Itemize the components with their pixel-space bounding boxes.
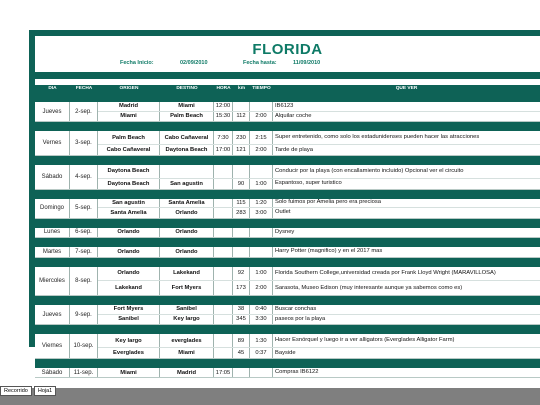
- cell-tiempo[interactable]: 3:30: [250, 315, 273, 325]
- cell-origin[interactable]: Santa Amelia: [98, 208, 160, 218]
- day-group: [35, 247, 540, 258]
- cell-origin[interactable]: Fort Myers: [98, 305, 160, 314]
- table-row: [98, 368, 540, 378]
- status-bar: [0, 388, 540, 405]
- table-row: [98, 102, 540, 112]
- cell-destination[interactable]: Madrid: [160, 368, 214, 378]
- cell-origin[interactable]: Key largo: [98, 334, 160, 347]
- cell-km[interactable]: [233, 165, 250, 178]
- table-row: [98, 145, 540, 155]
- table-row: [98, 112, 540, 122]
- cell-hora[interactable]: 15:30: [214, 112, 233, 122]
- header-origen: ORIGEN: [119, 86, 139, 91]
- day-group: [35, 199, 540, 219]
- start-date-value[interactable]: 02/09/2010: [180, 60, 208, 66]
- cell-tiempo[interactable]: [250, 247, 273, 257]
- cell-que-ver[interactable]: Florida Southern College,universidad creada por Frank Lloyd Wright (MARAVILLOSA): [275, 269, 496, 276]
- cell-day[interactable]: Viernes: [35, 334, 70, 358]
- cell-que-ver[interactable]: Conducir por la playa (con encallamiento incluido) Opcional ver el circuito: [275, 168, 464, 175]
- cell-km[interactable]: 38: [233, 305, 250, 314]
- day-group: [35, 165, 540, 190]
- cell-km[interactable]: [233, 102, 250, 111]
- table-row: [98, 247, 540, 257]
- cell-day[interactable]: Sábado: [35, 368, 70, 378]
- cell-hora[interactable]: [214, 348, 233, 358]
- cell-destination[interactable]: everglades: [160, 334, 214, 347]
- cell-hora[interactable]: 17:05: [214, 368, 233, 378]
- cell-km[interactable]: [233, 228, 250, 238]
- cell-origin[interactable]: Daytona Beach: [98, 179, 160, 189]
- cell-tiempo[interactable]: [250, 102, 273, 111]
- cell-destination[interactable]: Cabo Cañaveral: [160, 131, 214, 144]
- cell-tiempo[interactable]: 2:00: [250, 145, 273, 155]
- itinerary-rows: [35, 93, 540, 378]
- cell-hora[interactable]: [214, 199, 233, 208]
- end-date-label: Fecha hasta:: [243, 60, 277, 66]
- table-row: [98, 281, 540, 295]
- cell-hora[interactable]: [214, 247, 233, 257]
- day-group: [35, 131, 540, 156]
- cell-km[interactable]: 92: [233, 267, 250, 280]
- cell-tiempo[interactable]: 3:00: [250, 208, 273, 218]
- table-row: [98, 267, 540, 281]
- cell-km[interactable]: 283: [233, 208, 250, 218]
- row-separator: [35, 238, 540, 247]
- table-row: [98, 305, 540, 315]
- cell-que-ver[interactable]: Bayside: [275, 349, 296, 356]
- cell-tiempo[interactable]: 1:00: [250, 179, 273, 189]
- row-separator: [35, 325, 540, 334]
- cell-origin[interactable]: Orlando: [98, 247, 160, 257]
- table-row: [98, 228, 540, 238]
- row-separator: [35, 122, 540, 131]
- cell-que-ver[interactable]: Harry Potter (magnifico) y en el 2017 mas: [275, 248, 383, 255]
- table-row: [98, 131, 540, 145]
- cell-km[interactable]: 112: [233, 112, 250, 122]
- cell-que-ver[interactable]: Super entretenido, como solo los estadunidenses pueden hacer las atracciones: [275, 134, 480, 141]
- cell-destination[interactable]: Lakekand: [160, 267, 214, 280]
- table-row: [98, 334, 540, 348]
- cell-tiempo[interactable]: [250, 228, 273, 238]
- day-group: [35, 228, 540, 239]
- cell-day[interactable]: Jueves: [35, 102, 70, 121]
- cell-hora[interactable]: [214, 208, 233, 218]
- cell-day[interactable]: Sábado: [35, 165, 70, 189]
- header-band: [35, 72, 540, 79]
- day-group: [35, 102, 540, 122]
- cell-destination[interactable]: Fort Myers: [160, 281, 214, 295]
- cell-hora[interactable]: [214, 228, 233, 238]
- end-date-value[interactable]: 11/09/2010: [293, 60, 321, 66]
- cell-destination[interactable]: Palm Beach: [160, 112, 214, 122]
- header-km: km: [238, 86, 245, 91]
- header-hora: HORA: [216, 86, 231, 91]
- cell-day[interactable]: Lunes: [35, 228, 70, 238]
- table-row: [98, 315, 540, 325]
- cell-km[interactable]: 90: [233, 179, 250, 189]
- cell-origin[interactable]: Lakekand: [98, 281, 160, 295]
- cell-km[interactable]: 115: [233, 199, 250, 208]
- cell-destination[interactable]: Key largo: [160, 315, 214, 325]
- sheet-tab-hoja1[interactable]: Hoja1: [34, 386, 56, 396]
- cell-destination[interactable]: Sanibel: [160, 305, 214, 314]
- cell-date[interactable]: 4-sep.: [70, 165, 98, 189]
- day-group: [35, 334, 540, 359]
- cell-hora[interactable]: [214, 305, 233, 314]
- cell-date[interactable]: 10-sep.: [70, 334, 98, 358]
- cell-origin[interactable]: Sanibel: [98, 315, 160, 325]
- cell-origin[interactable]: Cabo Cañaveral: [98, 145, 160, 155]
- cell-km[interactable]: 345: [233, 315, 250, 325]
- cell-hora[interactable]: 12:00: [214, 102, 233, 111]
- cell-destination[interactable]: Orlando: [160, 247, 214, 257]
- cell-km[interactable]: 230: [233, 131, 250, 144]
- cell-que-ver[interactable]: Outlet: [275, 209, 291, 216]
- cell-day[interactable]: Vernes: [35, 131, 70, 155]
- cell-origin[interactable]: Orlando: [98, 267, 160, 280]
- column-headers: [35, 85, 540, 93]
- cell-day[interactable]: Jueves: [35, 305, 70, 324]
- cell-tiempo[interactable]: [250, 368, 273, 378]
- row-separator: [35, 219, 540, 228]
- cell-tiempo[interactable]: 0:40: [250, 305, 273, 314]
- cell-que-ver[interactable]: Solo fuimos por Amelia pero era preciosa: [275, 199, 382, 206]
- cell-day[interactable]: Miercoles: [35, 267, 70, 296]
- cell-que-ver[interactable]: paseos por la playa: [275, 315, 326, 322]
- cell-km[interactable]: 121: [233, 145, 250, 155]
- cell-destination[interactable]: Orlando: [160, 228, 214, 238]
- header-que-ver: QUE VER: [395, 86, 418, 91]
- cell-date[interactable]: 7-sep.: [70, 247, 98, 257]
- cell-day[interactable]: Domingo: [35, 199, 70, 218]
- row-separator: [35, 258, 540, 267]
- header-destino: DESTINO: [176, 86, 198, 91]
- cell-que-ver[interactable]: Tarde de playa: [275, 146, 314, 153]
- cell-tiempo[interactable]: 2:00: [250, 112, 273, 122]
- row-separator: [35, 190, 540, 199]
- cell-km[interactable]: 45: [233, 348, 250, 358]
- cell-destination[interactable]: Santa Amelia: [160, 199, 214, 208]
- cell-que-ver[interactable]: Espantoso, super turistico: [275, 180, 342, 187]
- sheet-tab-recorrido[interactable]: Recorrido: [0, 386, 32, 396]
- cell-destination[interactable]: Daytona Beach: [160, 145, 214, 155]
- cell-origin[interactable]: Daytona Beach: [98, 165, 160, 178]
- cell-km[interactable]: 89: [233, 334, 250, 347]
- cell-origin[interactable]: Orlando: [98, 228, 160, 238]
- cell-que-ver[interactable]: Dysney: [275, 228, 295, 235]
- spreadsheet: [29, 30, 540, 376]
- cell-origin[interactable]: Everglades: [98, 348, 160, 358]
- cell-date[interactable]: 9-sep.: [70, 305, 98, 324]
- row-separator: [35, 296, 540, 305]
- start-date-label: Fecha Inicio:: [120, 60, 154, 66]
- cell-destination[interactable]: [160, 165, 214, 178]
- cell-tiempo[interactable]: 1:30: [250, 334, 273, 347]
- cell-date[interactable]: 2-sep.: [70, 102, 98, 121]
- cell-km[interactable]: [233, 368, 250, 378]
- table-row: [98, 179, 540, 189]
- cell-destination[interactable]: Miami: [160, 348, 214, 358]
- header-tiempo: TIEMPO: [252, 86, 271, 91]
- cell-que-ver[interactable]: Hacer Esnórquel y luego ir a ver alligators (Everglades Alligator Farm): [275, 337, 455, 344]
- cell-hora[interactable]: [214, 267, 233, 280]
- cell-hora[interactable]: 17:00: [214, 145, 233, 155]
- cell-hora[interactable]: [214, 334, 233, 347]
- cell-tiempo[interactable]: 1:00: [250, 267, 273, 280]
- cell-que-ver[interactable]: Compras IB6122: [275, 369, 319, 376]
- cell-que-ver[interactable]: Buscar conchas: [275, 305, 317, 312]
- cell-origin[interactable]: San agustin: [98, 199, 160, 208]
- cell-date[interactable]: 8-sep.: [70, 267, 98, 296]
- cell-hora[interactable]: [214, 315, 233, 325]
- cell-destination[interactable]: San agustin: [160, 179, 214, 189]
- row-separator: [35, 93, 540, 102]
- cell-que-ver[interactable]: Sarasota, Museo Edison (muy interesante aunque ya sabemos como es): [275, 284, 463, 291]
- cell-tiempo[interactable]: [250, 165, 273, 178]
- cell-tiempo[interactable]: 2:15: [250, 131, 273, 144]
- day-group: [35, 368, 540, 379]
- header-fecha: FECHA: [75, 86, 93, 91]
- header-dia: DIA: [48, 86, 57, 91]
- row-separator: [35, 359, 540, 368]
- cell-destination[interactable]: Orlando: [160, 208, 214, 218]
- cell-tiempo[interactable]: 0:37: [250, 348, 273, 358]
- cell-que-ver[interactable]: IB6123: [275, 102, 294, 109]
- table-row: [98, 199, 540, 209]
- cell-day[interactable]: Martes: [35, 247, 70, 257]
- sheet-tabs: [0, 386, 56, 396]
- row-separator: [35, 156, 540, 165]
- cell-hora[interactable]: 7:30: [214, 131, 233, 144]
- cell-origin[interactable]: Miami: [98, 368, 160, 378]
- page-title: FLORIDA: [252, 41, 323, 58]
- cell-que-ver[interactable]: Alquilar coche: [275, 112, 312, 119]
- table-row: [98, 165, 540, 179]
- cell-km[interactable]: [233, 247, 250, 257]
- cell-destination[interactable]: Miami: [160, 102, 214, 111]
- cell-origin[interactable]: Miami: [98, 112, 160, 122]
- table-row: [98, 348, 540, 358]
- cell-km[interactable]: 173: [233, 281, 250, 295]
- cell-hora[interactable]: [214, 281, 233, 295]
- day-group: [35, 267, 540, 297]
- cell-date[interactable]: 5-sep.: [70, 199, 98, 218]
- cell-date[interactable]: 6-sep.: [70, 228, 98, 238]
- cell-origin[interactable]: Madrid: [98, 102, 160, 111]
- cell-tiempo[interactable]: 1:20: [250, 199, 273, 208]
- cell-date[interactable]: 11-sep.: [70, 368, 98, 378]
- cell-date[interactable]: 3-sep.: [70, 131, 98, 155]
- cell-tiempo[interactable]: 2:00: [250, 281, 273, 295]
- day-group: [35, 305, 540, 325]
- cell-origin[interactable]: Palm Beach: [98, 131, 160, 144]
- cell-hora[interactable]: [214, 165, 233, 178]
- table-row: [98, 208, 540, 218]
- cell-hora[interactable]: [214, 179, 233, 189]
